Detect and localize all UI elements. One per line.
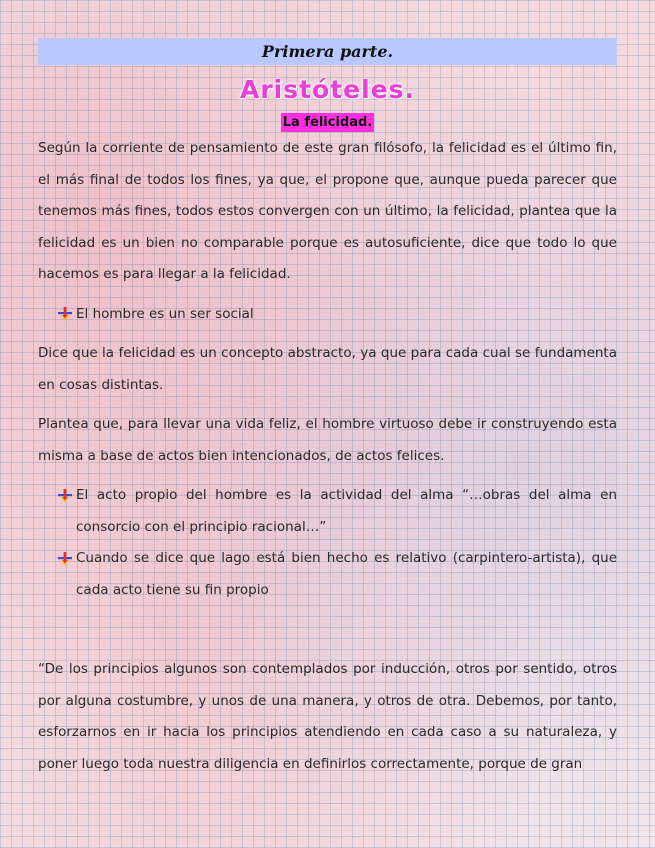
bullet-text-2: El acto propio del hombre es la actividad del alma “…obras del alma en consorcio con el principio racional…” — [76, 487, 617, 535]
arrow-down-bullet-icon — [58, 480, 76, 512]
section-header — [38, 38, 617, 65]
bullet-text-3: Cuando se dice que lago está bien hecho es relativo (carpintero-artista), que cada acto tiene su fin propio — [76, 550, 617, 598]
paragraph-1: Según la corriente de pensamiento de este gran filósofo, la felicidad es el último fin, el más final de todos los fines, ya que, el propone que, aunque pueda parecer que tenemos más fines, todos estos convergen con un último, la felicidad, plantea que la felicidad es un bien no comparable porque es autosuficiente, dice que todo lo que hacemos es para llegar a la felicidad. — [38, 140, 617, 282]
arrow-down-bullet-icon — [58, 543, 76, 575]
arrow-down-bullet-icon — [58, 299, 76, 331]
bullet-item-3 — [58, 543, 617, 606]
page-title: Aristóteles. — [239, 75, 416, 104]
section-header-label: Primera parte. — [261, 42, 394, 61]
bullet-item-2 — [58, 480, 617, 543]
paragraph-3: Plantea que, para llevar una vida feliz, el hombre virtuoso debe ir construyendo esta misma a base de actos bien intencionados, de actos felices. — [38, 416, 617, 464]
document-page — [38, 38, 617, 780]
bullet-text-1: El hombre es un ser social — [76, 305, 254, 322]
subtitle-row — [38, 111, 617, 133]
paragraph-4: “De los principios algunos son contemplados por inducción, otros por sentido, otros por alguna costumbre, y unos de una manera, y otros de otra. Debemos, por tanto, esforzarnos en ir hacia los principios atendiendo en cada caso a su naturaleza, y poner luego toda nuestra diligencia en definirlos correctamente, porque de gran — [38, 661, 617, 772]
bullet-item-1 — [58, 299, 617, 331]
subtitle: La felicidad. — [282, 115, 373, 130]
paragraph-2: Dice que la felicidad es un concepto abstracto, ya que para cada cual se fundamenta en cosas distintas. — [38, 345, 617, 393]
